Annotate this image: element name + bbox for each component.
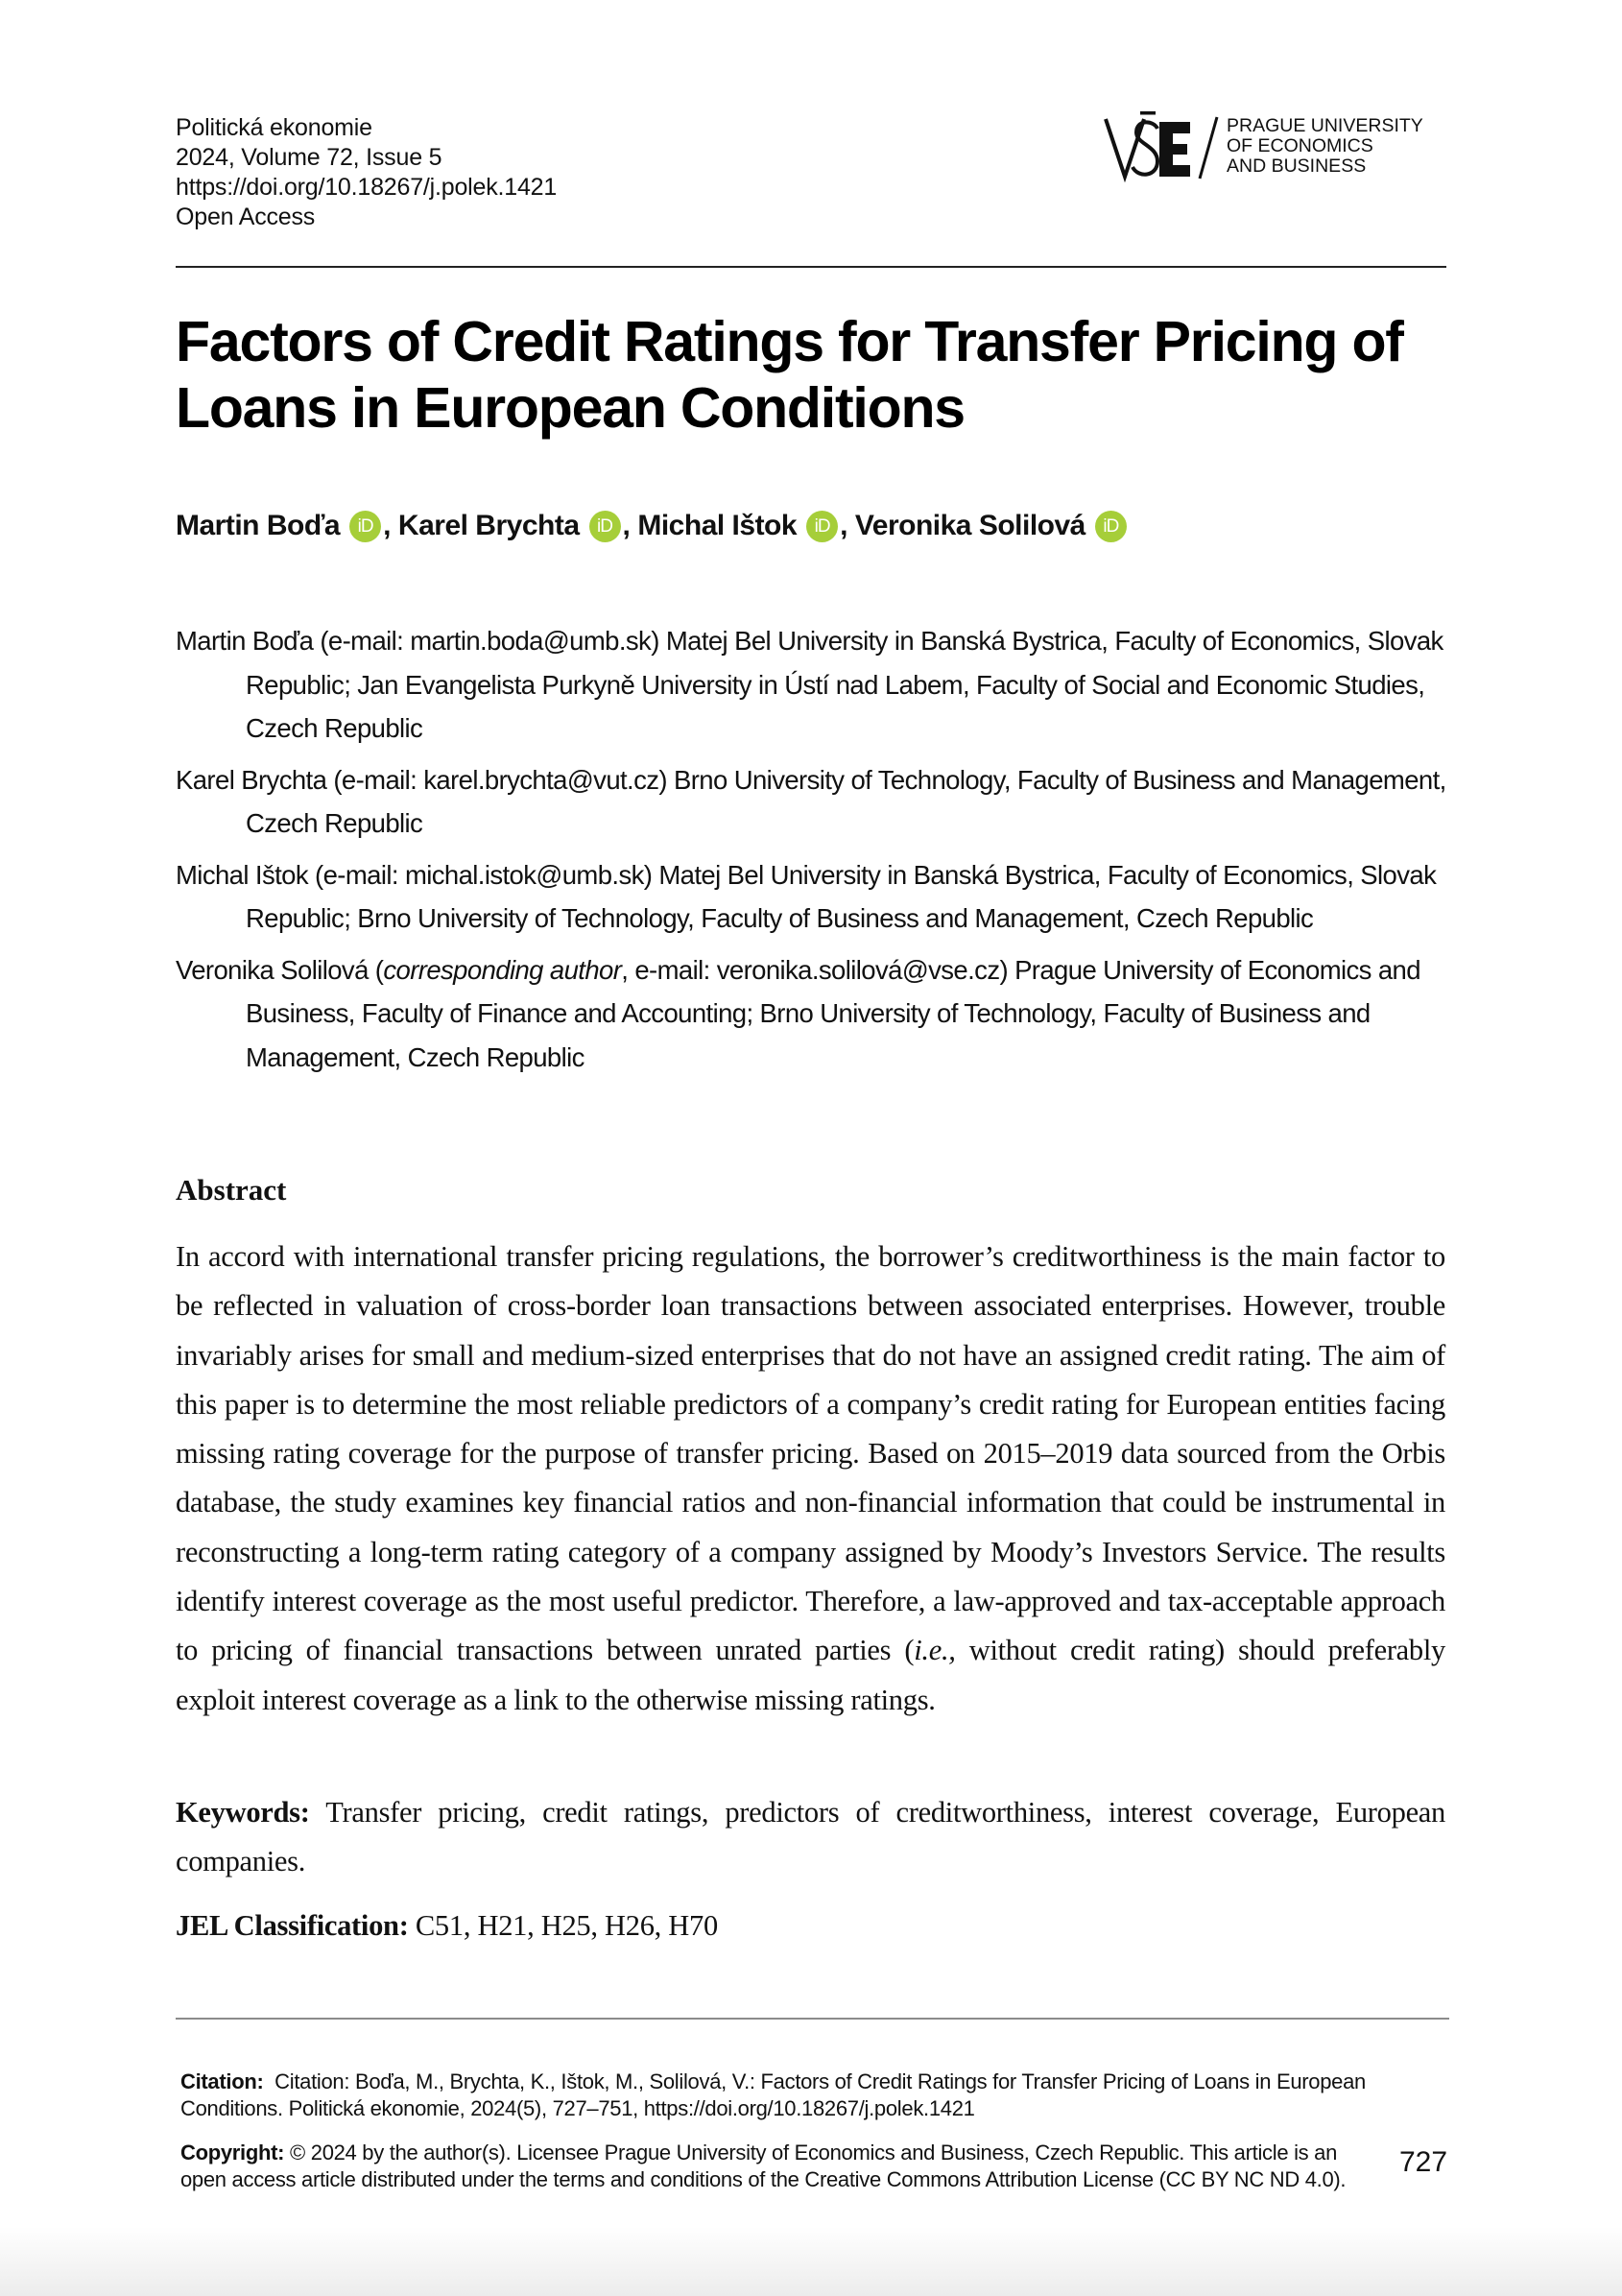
keywords-value: Transfer pricing, credit ratings, predictors of creditworthiness, interest coverage, European companies. [176, 1796, 1445, 1878]
corresponding-author-label: corresponding author [383, 954, 622, 985]
affiliation-item: Michal Ištok (e-mail: michal.istok@umb.sk) Matej Bel University in Banská Bystrica, Faculty of Economics, Slovak Republic; Brno University of Technology, Faculty of Business and Management, Czech Republic [176, 859, 1437, 933]
orcid-icon[interactable]: iD [806, 511, 838, 542]
citation [180, 2069, 1371, 2122]
footer-divider [176, 2018, 1449, 2020]
jel-value: C51, H21, H25, H26, H70 [408, 1909, 718, 1942]
volume-issue: 2024, Volume 72, Issue 5 [176, 144, 442, 171]
copyright-label: Copyright: [180, 2141, 285, 2164]
copyright [180, 2140, 1371, 2193]
header-divider [176, 266, 1446, 268]
affiliation-item: Karel Brychta (e-mail: karel.brychta@vut.cz) Brno University of Technology, Faculty of Business and Management, Czech Republic [176, 764, 1446, 838]
journal-meta [176, 113, 557, 232]
orcid-icon[interactable]: iD [589, 511, 621, 542]
author-name: Martin Boďa [176, 510, 341, 541]
email-link[interactable]: veronika.solilová@vse.cz [716, 954, 1000, 985]
open-access-label: Open Access [176, 203, 316, 230]
jel-classification [176, 1901, 718, 1950]
affiliation-item: Martin Boďa (e-mail: martin.boda@umb.sk) Matej Bel University in Banská Bystrica, Faculty of Economics, Slovak Republic; Jan Evangelista Purkyně University in Ústí nad Labem, Faculty of Social and Economic Studies, Czech Republic [176, 626, 1443, 743]
copyright-text: © 2024 by the author(s). Licensee Prague University of Economics and Business, Czech Republic. This article is an open access article distributed under the terms and conditions of the Creative Commons Attribution License (CC BY NC ND 4.0). [180, 2141, 1347, 2191]
abstract-heading: Abstract [176, 1173, 287, 1207]
affiliations [176, 619, 1462, 1087]
email-link[interactable]: martin.boda@umb.sk [410, 626, 652, 656]
orcid-icon[interactable]: iD [349, 511, 381, 542]
keywords-label: Keywords: [176, 1796, 310, 1829]
university-logo [1104, 109, 1423, 182]
author-list: Martin Boďa iD , Karel Brychta iD , Michal Ištok iD , Veronika Solilová iD [176, 507, 1129, 545]
keywords [176, 1788, 1445, 1887]
vse-logo-icon [1104, 109, 1219, 182]
author-name: Michal Ištok [637, 510, 798, 541]
author-name: Veronika Solilová [854, 510, 1085, 541]
affiliation-item: Veronika Solilová (corresponding author, e-mail: veronika.solilová@vse.cz) Prague University of Economics and Business, Faculty of Finance and Accounting; Brno University of Technology, Faculty of Business and Management, Czech Republic [176, 954, 1420, 1072]
email-link[interactable]: michal.istok@umb.sk [404, 859, 644, 890]
doi-link[interactable]: https://doi.org/10.18267/j.polek.1421 [176, 174, 558, 201]
abstract-text: In accord with international transfer pricing regulations, the borrower’s creditworthiness is the main factor to be reflected in valuation of cross-border loan transactions between associated enterprises. However, trouble invariably arises for small and medium-sized enterprises that do not have an assigned credit rating. The aim of this paper is to determine the most reliable predictors of a company’s credit rating for European entities facing missing rating coverage for the purpose of transfer pricing. Based on 2015–2019 data sourced from the Orbis database, the study examines key financial ratios and non-financial information that could be instrumental in reconstructing a long-term rating category of a company assigned by Moody’s Investors Service. The results identify interest coverage as the most useful predictor. Therefore, a law-approved and tax-acceptable approach to pricing of financial transactions between unrated parties (i.e., without credit rating) should preferably exploit interest coverage as a link to the otherwise missing ratings. [176, 1240, 1445, 1716]
page-number: 727 [1399, 2146, 1448, 2178]
jel-label: JEL Classification: [176, 1909, 409, 1942]
orcid-icon[interactable]: iD [1095, 511, 1127, 542]
university-name: PRAGUE UNIVERSITY OF ECONOMICS AND BUSINESS [1227, 114, 1423, 177]
citation-text: Citation: Boďa, M., Brychta, K., Ištok, M., Solilová, V.: Factors of Credit Ratings for Transfer Pricing of Loans in European Conditions. Politická ekonomie, 2024(5), 727–751, https://doi.org/10.18267/j.polek.1421 [180, 2069, 1372, 2120]
journal-name: Politická ekonomie [176, 114, 372, 141]
citation-label: Citation: [180, 2069, 264, 2093]
article-title: Factors of Credit Ratings for Transfer Pricing of Loans in European Conditions [176, 310, 1403, 440]
author-name: Karel Brychta [397, 510, 580, 541]
email-link[interactable]: karel.brychta@vut.cz [423, 764, 659, 795]
